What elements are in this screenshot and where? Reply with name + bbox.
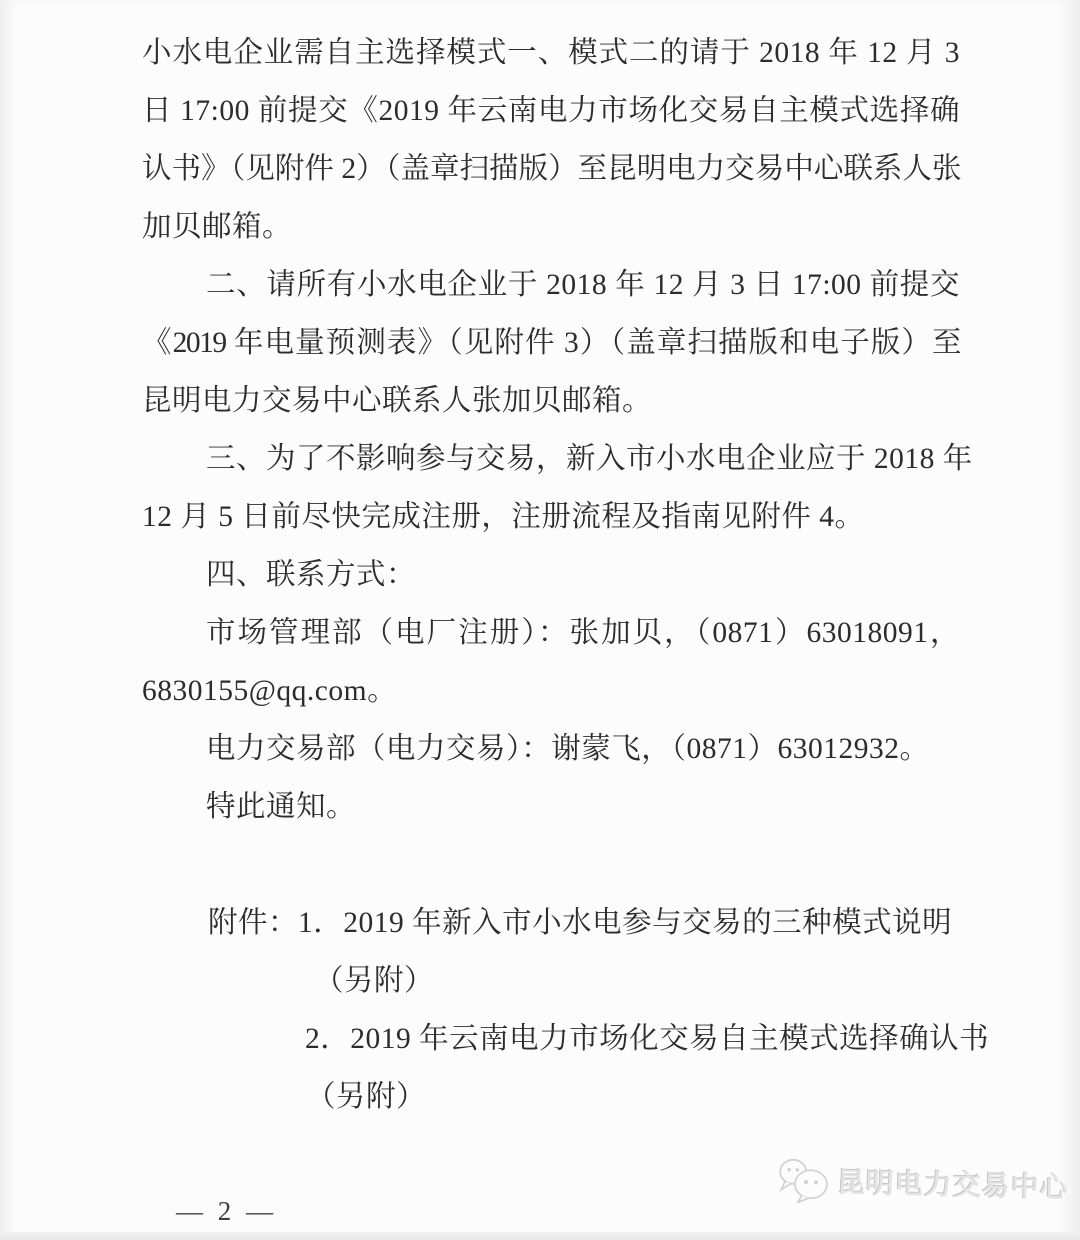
p1-line-2: 日 17:00 前提交《2019 年云南电力市场化交易自主模式选择确: [142, 95, 960, 127]
attachment-1-no: 1．: [298, 907, 344, 939]
watermark-brand-text: 昆明电力交易中心: [836, 1166, 1070, 1204]
attachment-2-note: （另附）: [306, 1081, 427, 1113]
p6-trade-dept: 电力交易部（电力交易）：谢蒙飞，（0871）63012932。: [206, 733, 930, 765]
p4-contact-heading: 四、联系方式：: [206, 559, 417, 591]
p2-line-2: 《2019 年电量预测表》（见附件 3）（盖章扫描版和电子版）至: [142, 327, 960, 359]
p1-line-4: 加贝邮箱。: [142, 211, 293, 243]
wechat-icon: [777, 1156, 830, 1203]
page-number: — 2 —: [176, 1196, 277, 1226]
p5-line-2-email: 6830155@qq.com。: [142, 675, 398, 707]
p1-line-3: 认书》（见附件 2）（盖章扫描版）至昆明电力交易中心联系人张: [142, 153, 960, 185]
p2-line-1: 二、请所有小水电企业于 2018 年 12 月 3 日 17:00 前提交: [206, 269, 960, 301]
attachment-2-no: 2．: [305, 1023, 351, 1055]
attachment-item-1: [142, 894, 960, 952]
p3-line-2: 12 月 5 日前尽快完成注册，注册流程及指南见附件 4。: [142, 501, 865, 533]
p5-line-1: 市场管理部（电厂注册）：张加贝，（0871）63018091，: [206, 617, 960, 649]
scan-bottom-edge: [0, 1232, 1080, 1240]
p3-line-1: 三、为了不影响参与交易，新入市小水电企业应于 2018 年: [206, 443, 973, 475]
attachment-2-title: 2019 年云南电力市场化交易自主模式选择确认书: [350, 1023, 990, 1055]
attachment-1-title: 2019 年新入市小水电参与交易的三种模式说明: [343, 907, 953, 939]
notice-body: [142, 24, 990, 1126]
p2-line-3: 昆明电力交易中心联系人张加贝邮箱。: [142, 385, 653, 417]
brand-watermark: [777, 1156, 1069, 1209]
attachment-item-2: [142, 1010, 990, 1068]
p7-closing: 特此通知。: [206, 791, 357, 823]
p1-line-1: 小水电企业需自主选择模式一、模式二的请于 2018 年 12 月 3: [142, 37, 960, 69]
attachment-1-note: （另附）: [314, 965, 435, 997]
blank-line: [142, 836, 960, 894]
attachments-label: 附件：: [208, 907, 299, 939]
